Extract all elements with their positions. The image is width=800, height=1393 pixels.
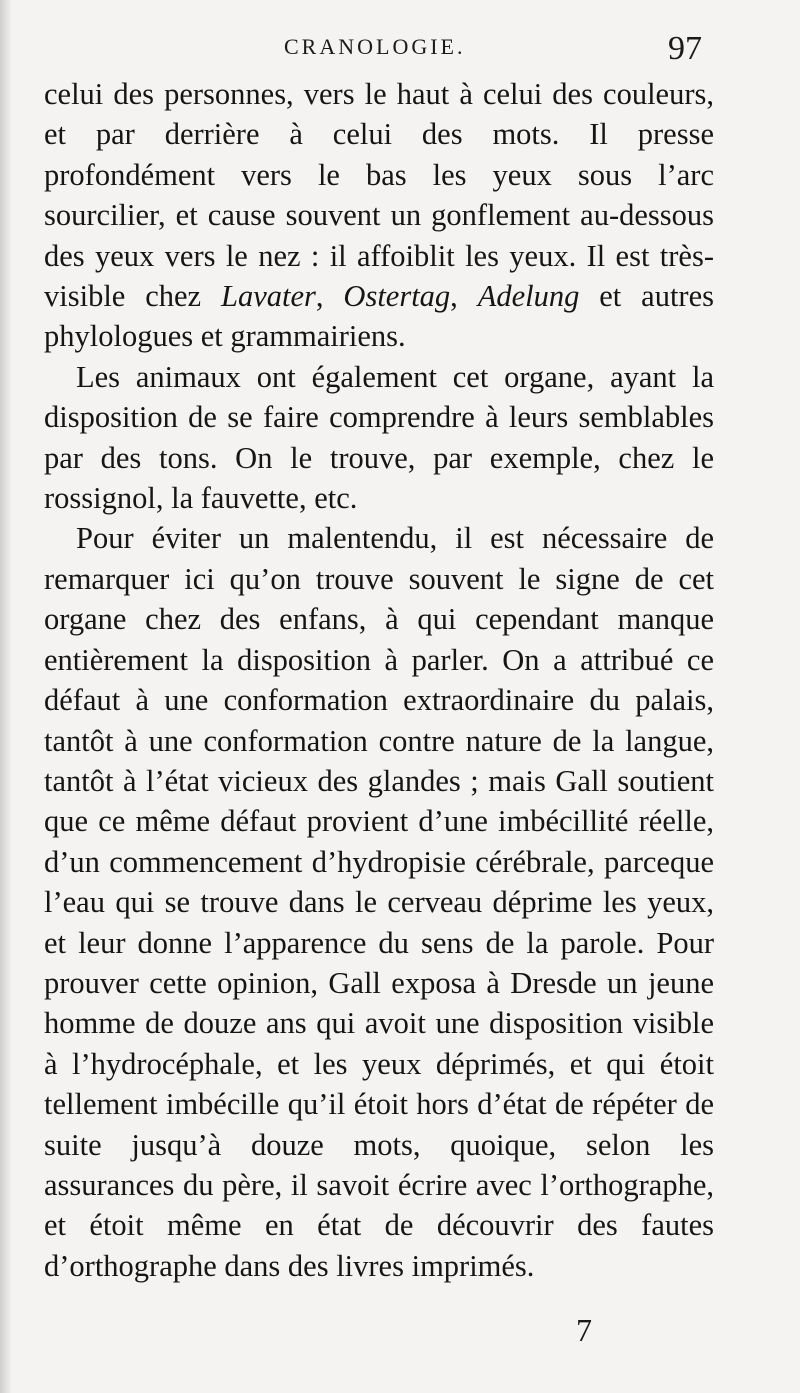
text-run: celui des personnes, vers le haut à celui des couleurs, et par derrière à celui des mots. Il presse profondément vers le bas les yeux sous l’arc sourcilier, et cause souvent un gonflement au-dessous des yeux vers le nez : il affoiblit les yeux. Il est très-visible chez [44,77,714,314]
running-title: CRANOLOGIE. [284,34,466,59]
paragraph [44,357,714,519]
text-run: , [315,279,344,314]
signature-mark: 7 [576,1312,592,1348]
italic-name: Adelung [477,279,580,314]
paragraph [44,518,714,1286]
text-run: et autres phylologues et grammairiens. [44,279,714,354]
body-text [44,74,714,1286]
paragraph [44,74,714,357]
italic-name: Lavater [221,279,316,314]
page-header [0,30,800,70]
page-number: 97 [668,30,702,67]
text-run: Pour éviter un malentendu, il est nécessaire de remarquer ici qu’on trouve souvent le signe de cet organe chez des enfans, à qui cependant manque entièrement la disposition à parler. On a attribué ce défaut à une conformation extraordinaire du palais, tantôt à une conformation contre nature de la langue, tantôt à l’état vicieux des glandes ; mais Gall soutient que ce même défaut provient d’une imbécillité réelle, d’un commencement d’hydropisie cérébrale, parceque l’eau qui se trouve dans le cerveau déprime les yeux, et leur donne l’apparence du sens de la parole. Pour prouver cette opinion, Gall exposa à Dresde un jeune homme de douze ans qui avoit une disposition visible à l’hydrocéphale, et les yeux déprimés, et qui étoit tellement imbécille qu’il étoit hors d’état de répéter de suite jusqu’à douze mots, quoique, selon les assurances du père, il savoit écrire avec l’orthographe, et étoit même en état de découvrir des fautes d’orthographe dans des livres imprimés. [44,521,714,1283]
text-run: , [450,279,478,314]
page-edge-shadow [0,0,12,1393]
italic-name: Ostertag [343,279,451,314]
text-run: Les animaux ont également cet organe, ayant la disposition de se faire comprendre à leurs semblables par des tons. On le trouve, par exemple, chez le rossignol, la fauvette, etc. [44,359,714,516]
